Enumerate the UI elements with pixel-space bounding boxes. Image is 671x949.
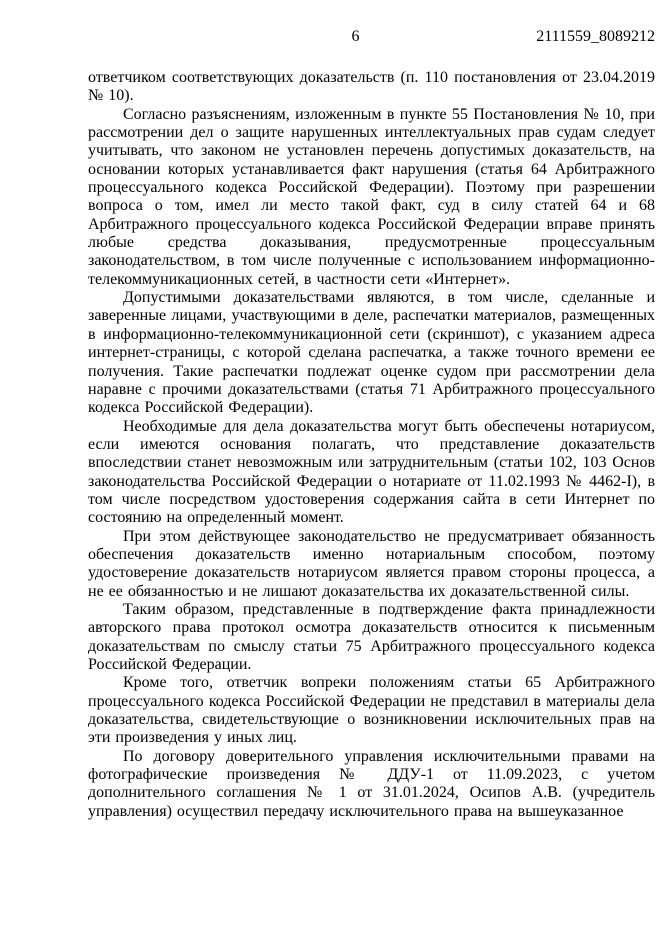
paragraph-2: Согласно разъяснениям, изложенным в пункте 55 Постановления № 10, при рассмотрении дел о защите нарушенных интеллектуальных прав судам следует учитывать, что законом не установлен перечень допустимых доказательств, на основании которых устанавливается факт нарушения (статья 64 Арбитражного процессуального кодекса Российской Федерации). Поэтому при разрешении вопроса о том, имел ли место такой факт, суд в силу статей 64 и 68 Арбитражного процессуального кодекса Российской Федерации вправе принять любые средства доказывания, предусмотренные процессуальным законодательством, в том числе полученные с использованием информационно-телекоммуникационных сетей, в частности сети «Интернет».	[88, 105, 655, 288]
paragraph-7: Кроме того, ответчик вопреки положениям статьи 65 Арбитражного процессуального кодекса Российской Федерации не представил в материалы дела доказательства, свидетельствующие о возникновении исключительных прав на эти произведения у иных лиц.	[88, 674, 655, 747]
page-header	[88, 28, 655, 46]
paragraph-4: Необходимые для дела доказательства могут быть обеспечены нотариусом, если имеются основания полагать, что представление доказательств впоследствии станет невозможным или затруднительным (статьи 102, 103 Основ законодательства Российской Федерации о нотариате от 11.02.1993 № 4462-I), в том числе посредством удостоверения содержания сайта в сети Интернет по состоянию на определенный момент.	[88, 417, 655, 527]
paragraph-6: Таким образом, представленные в подтверждение факта принадлежности авторского права протокол осмотра доказательств относится к письменным доказательствам по смыслу статьи 75 Арбитражного процессуального кодекса Российской Федерации.	[88, 600, 655, 673]
paragraph-1: ответчиком соответствующих доказательств (п. 110 постановления от 23.04.2019 № 10).	[88, 69, 655, 105]
paragraph-3: Допустимыми доказательствами являются, в том числе, сделанные и заверенные лицами, участвующими в деле, распечатки материалов, размещенных в информационно-телекоммуникационной сети (скриншот), с указанием адреса интернет-страницы, с которой сделана распечатка, а также точного времени ее получения. Такие распечатки подлежат оценке судом при рассмотрении дела наравне с прочими доказательствами (статья 71 Арбитражного процессуального кодекса Российской Федерации).	[88, 289, 655, 417]
page-number: 6	[351, 28, 360, 45]
document-id: 2111559_8089212	[536, 28, 655, 45]
paragraph-8: По договору доверительного управления исключительными правами на фотографические произведения № ДДУ-1 от 11.09.2023, с учетом дополнительного соглашения № 1 от 31.01.2024, Осипов А.В. (учредитель управления) осуществил передачу исключительного права на вышеуказанное	[88, 747, 655, 820]
document-text-body	[88, 69, 655, 821]
paragraph-5: При этом действующее законодательство не предусматривает обязанность обеспечения доказательств именно нотариальным способом, поэтому удостоверение доказательств нотариусом является правом стороны процесса, а не ее обязанностью и не лишают доказательства их доказательственной силы.	[88, 527, 655, 600]
